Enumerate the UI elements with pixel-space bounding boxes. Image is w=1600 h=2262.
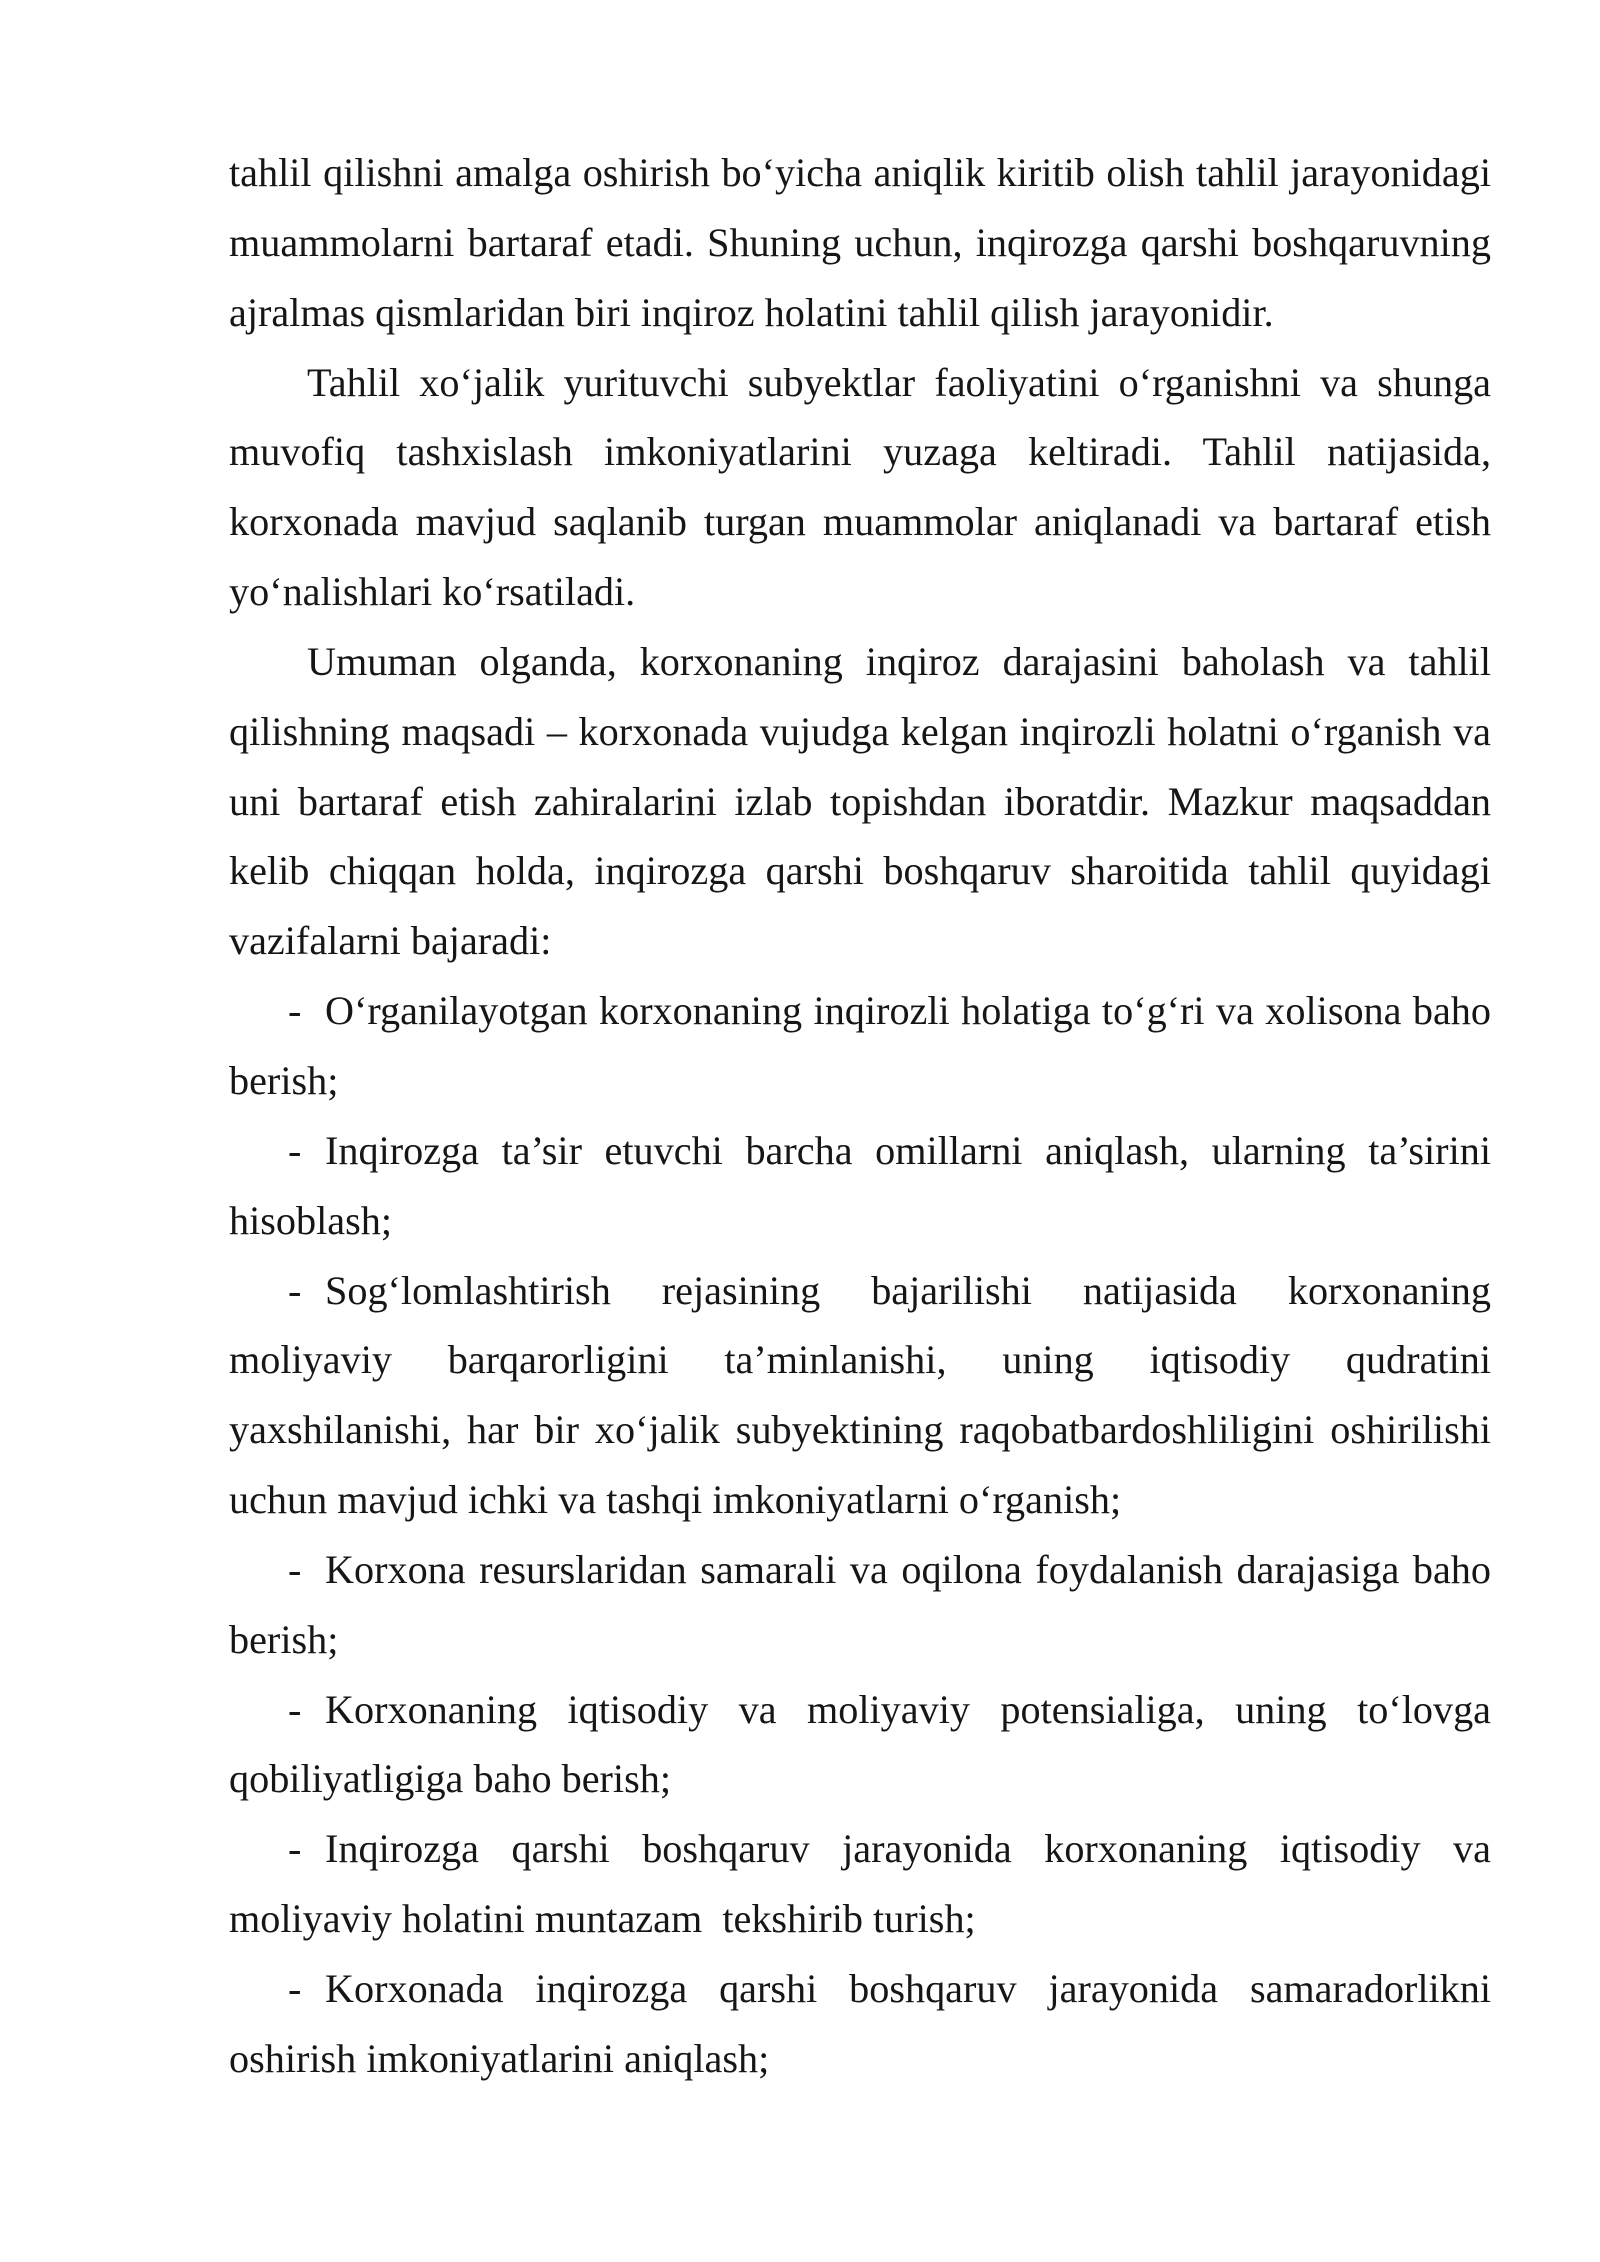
list-item-line: moliyaviy holatini muntazam tekshirib turish; [229, 1896, 976, 1942]
list-item-line [229, 976, 1491, 1046]
list-item [229, 1675, 1491, 1815]
paragraph-line: vazifalarni bajaradi: [229, 918, 552, 964]
list-item-line [229, 1256, 1491, 1326]
list-marker: - [288, 1965, 302, 2011]
paragraph-line: ajralmas qismlaridan biri inqiroz holatini tahlil qilish jarayonidir. [229, 289, 1274, 335]
list-item-line: moliyaviy barqarorligini ta’minlanishi, uning iqtisodiy qudratini [229, 1337, 1491, 1383]
paragraph-line: yo‘nalishlari ko‘rsatiladi. [229, 569, 636, 615]
paragraph-line: Tahlil xo‘jalik yurituvchi subyektlar faoliyatini o‘rganishni va shunga [307, 359, 1491, 405]
list-item-text: Korxona resurslaridan samarali va oqilona foydalanish darajasiga baho [325, 1546, 1491, 1592]
list-item-text: Korxonada inqirozga qarshi boshqaruv jarayonida samaradorlikni [325, 1965, 1491, 2011]
paragraph-line: korxonada mavjud saqlanib turgan muammolar aniqlanadi va bartaraf etish [229, 499, 1491, 545]
list-item [229, 1116, 1491, 1256]
list-item-line [229, 1954, 1491, 2024]
paragraph [229, 348, 1491, 627]
text-body [229, 138, 1491, 2094]
list-item-line: berish; [229, 1616, 339, 1662]
paragraph [229, 627, 1491, 976]
task-list [229, 976, 1491, 2094]
list-item-line: uchun mavjud ichki va tashqi imkoniyatlarni o‘rganish; [229, 1477, 1122, 1523]
list-item-line [229, 1116, 1491, 1186]
list-marker: - [288, 1267, 302, 1313]
list-marker: - [288, 988, 302, 1034]
list-item-line: yaxshilanishi, har bir xo‘jalik subyektining raqobatbardoshliligini oshirilishi [229, 1407, 1491, 1453]
list-item-text: Inqirozga ta’sir etuvchi barcha omillarni aniqlash, ularning ta’sirini [325, 1127, 1491, 1173]
paragraph-line: kelib chiqqan holda, inqirozga qarshi boshqaruv sharoitida tahlil quyidagi [229, 848, 1491, 894]
list-item [229, 1814, 1491, 1954]
list-item-line [229, 1814, 1491, 1884]
list-item-line [229, 1535, 1491, 1605]
list-item-text: Inqirozga qarshi boshqaruv jarayonida korxonaning iqtisodiy va [325, 1826, 1491, 1872]
list-marker: - [288, 1686, 302, 1732]
list-item-text: Korxonaning iqtisodiy va moliyaviy potensialiga, uning to‘lovga [325, 1686, 1491, 1732]
list-marker: - [288, 1127, 302, 1173]
list-marker: - [288, 1546, 302, 1592]
list-item-line: oshirish imkoniyatlarini aniqlash; [229, 2035, 770, 2081]
paragraph-line: muammolarni bartaraf etadi. Shuning uchun, inqirozga qarshi boshqaruvning [229, 219, 1491, 265]
list-item-text: O‘rganilayotgan korxonaning inqirozli holatiga to‘g‘ri va xolisona baho [325, 988, 1491, 1034]
list-item-line: hisoblash; [229, 1197, 392, 1243]
list-item-line [229, 1675, 1491, 1745]
paragraph-line: tahlil qilishni amalga oshirish bo‘yicha aniqlik kiritib olish tahlil jarayonidagi [229, 150, 1491, 195]
paragraph-line: Umuman olganda, korxonaning inqiroz darajasini baholash va tahlil [307, 638, 1491, 684]
paragraph-line: uni bartaraf etish zahiralarini izlab topishdan iboratdir. Mazkur maqsaddan [229, 778, 1491, 824]
paragraph-continued [229, 138, 1491, 348]
list-item-text: Sog‘lomlashtirish rejasining bajarilishi natijasida korxonaning [325, 1267, 1491, 1313]
list-item-line: qobiliyatligiga baho berish; [229, 1756, 671, 1802]
paragraph-line: qilishning maqsadi – korxonada vujudga kelgan inqirozli holatni o‘rganish va [229, 708, 1491, 754]
list-item [229, 1954, 1491, 2094]
list-item-line: berish; [229, 1057, 339, 1103]
paragraph-line: muvofiq tashxislash imkoniyatlarini yuzaga keltiradi. Tahlil natijasida, [229, 429, 1491, 475]
list-item [229, 1535, 1491, 1675]
list-item [229, 1256, 1491, 1535]
list-marker: - [288, 1826, 302, 1872]
list-item [229, 976, 1491, 1116]
